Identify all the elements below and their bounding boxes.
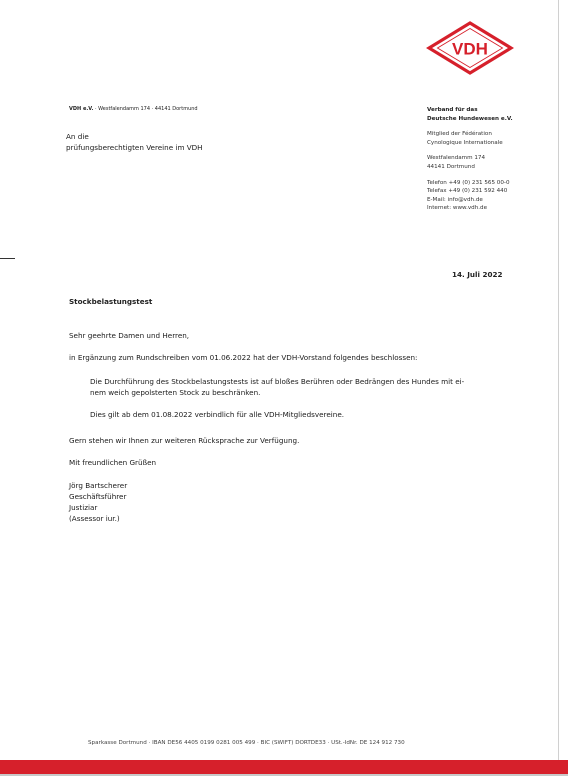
page-edge-right: [558, 0, 559, 760]
member-line-1: Mitglied der Fédération: [427, 131, 492, 138]
decision-line-1: Die Durchführung des Stockbelastungstests ist auf bloßes Berühren oder Bedrängen des Hundes mit ei-: [90, 377, 465, 386]
footer-bank-details: Sparkasse Dortmund · IBAN DE56 4405 0199 0281 005 499 · BIC (SWIFT) DORTDE33 · USt.-IdNr. DE 124 912 730: [88, 740, 405, 746]
fax: Telefax +49 (0) 231 592 440: [427, 188, 508, 195]
org-name-line-1: Verband für das: [427, 107, 478, 113]
member-line-2: Cynologique Internationale: [427, 139, 503, 146]
offer-paragraph: Gern stehen wir Ihnen zur weiteren Rücksprache zur Verfügung.: [69, 436, 300, 445]
decision-line-2: nem weich gepolsterten Stock zu beschränken.: [90, 388, 261, 397]
recipient-line-1: An die: [66, 132, 89, 141]
letter-date: 14. Juli 2022: [452, 270, 503, 279]
salutation: Sehr geehrte Damen und Herren,: [69, 331, 190, 340]
contact-block: [427, 106, 513, 213]
email-link[interactable]: E-Mail: info@vdh.de: [427, 196, 483, 203]
sender-address-line: [69, 106, 198, 112]
sender-org: VDH e.V.: [69, 106, 94, 112]
logo-text: VDH: [452, 39, 488, 59]
phone: Telefon +49 (0) 231 565 00-0: [427, 179, 510, 186]
street: Westfalendamm 174: [427, 155, 486, 162]
decision-paragraph: [90, 376, 464, 398]
letter-subject: Stockbelastungstest: [69, 297, 153, 306]
org-name-line-2: Deutsche Hundewesen e.V.: [427, 115, 513, 122]
city: 44141 Dortmund: [427, 163, 475, 170]
signer-role-2: Justiziar: [69, 503, 98, 512]
recipient-line-2: prüfungsberechtigten Vereine im VDH: [66, 143, 203, 152]
sender-address: · Westfalendamm 174 · 44141 Dortmund: [93, 106, 198, 112]
fold-mark: [0, 258, 15, 259]
validity-paragraph: Dies gilt ab dem 01.08.2022 verbindlich für alle VDH-Mitgliedsvereine.: [90, 410, 345, 419]
signer-title: (Assessor iur.): [69, 514, 120, 523]
closing: Mit freundlichen Grüßen: [69, 458, 157, 467]
intro-paragraph: in Ergänzung zum Rundschreiben vom 01.06.2022 hat der VDH-Vorstand folgendes beschlossen:: [69, 353, 418, 362]
signer-name: Jörg Bartscherer: [69, 481, 128, 490]
footer-color-bar: [0, 760, 568, 774]
signer-role-1: Geschäftsführer: [69, 492, 127, 501]
recipient-block: [66, 131, 203, 153]
web-link[interactable]: Internet: www.vdh.de: [427, 205, 488, 212]
vdh-logo: [426, 20, 514, 76]
signature-block: [69, 480, 127, 524]
